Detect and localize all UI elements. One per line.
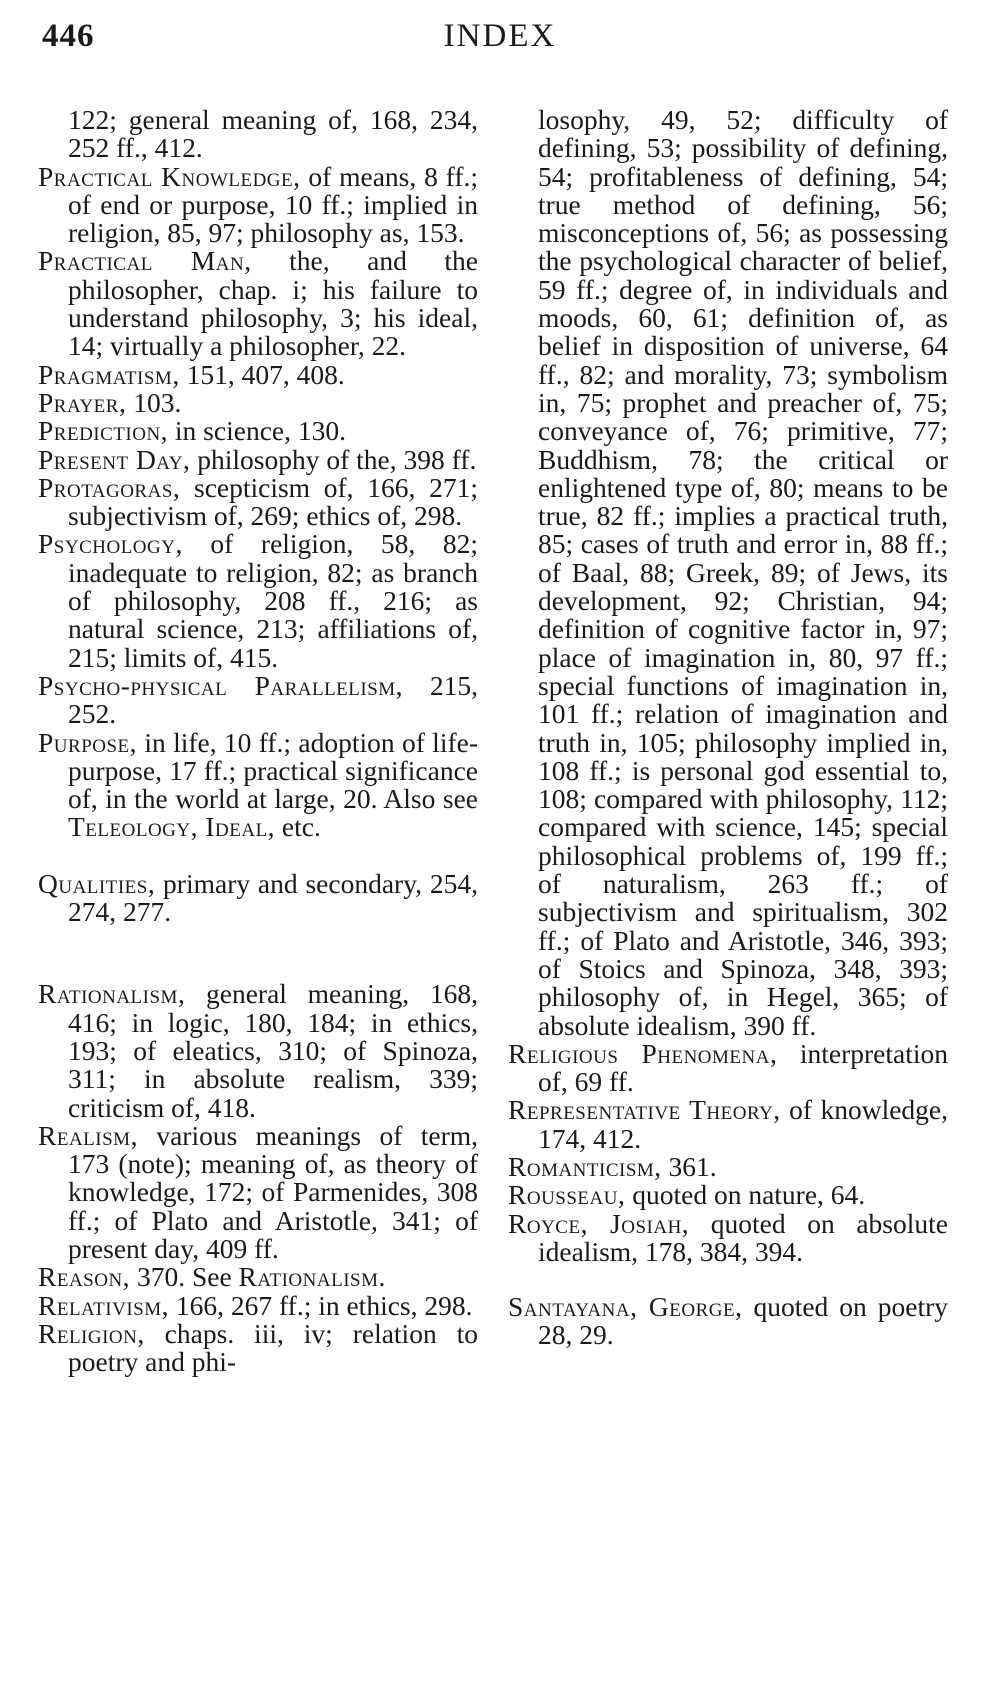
index-locators: quoted on absolute idealism, 178, 384, 394. <box>538 1207 948 1267</box>
index-entry <box>38 417 478 445</box>
index-entry <box>38 1289 478 1321</box>
index-locators: 370. See <box>130 1261 239 1293</box>
index-headword: Santayana, George, <box>508 1291 743 1323</box>
index-locators: quoted on poetry 28, 29. <box>538 1291 948 1351</box>
index-headword: Rationalism, <box>38 978 186 1010</box>
index-entry <box>38 726 478 843</box>
section-gap <box>38 842 478 870</box>
index-headword: Reason, <box>38 1261 131 1293</box>
index-headword: Pragmatism, <box>38 358 180 390</box>
index-entry <box>38 669 478 730</box>
cross-reference: Teleology, Ideal, <box>68 811 276 843</box>
running-head: INDEX <box>443 18 557 54</box>
index-entry <box>508 1293 948 1350</box>
index-locators: chaps. iii, iv; relation to poetry and phi- <box>68 1317 478 1378</box>
index-locators: scepticism of, 166, 271; subjectivism of, 269; ethics of, 298. <box>68 471 478 532</box>
index-locators: philosophy of the, 398 ff. <box>190 443 477 475</box>
index-locators: the, and the philosopher, chap. i; his failure to understand philosophy, 3; his ideal, 14; virtually a philosopher, 22. <box>68 245 478 362</box>
index-headword: Qualities, <box>38 867 156 899</box>
index-entry-continuation <box>38 106 478 163</box>
index-locators: 151, 407, 408. <box>179 358 345 390</box>
index-headword: Present Day, <box>38 443 191 475</box>
index-headword: Relativism, <box>38 1289 169 1321</box>
index-entry <box>38 386 478 418</box>
index-headword: Realism, <box>38 1119 138 1151</box>
index-entry <box>508 1207 948 1267</box>
index-locators: in life, 10 ff.; adoption of life-purpose, 17 ff.; practical significance of, in the world at large, 20. Also see <box>68 726 478 815</box>
left-column <box>38 106 478 1376</box>
index-entry <box>38 247 478 360</box>
index-entry <box>38 160 478 249</box>
index-locators: of religion, 58, 82; inadequate to religion, 82; as branch of philosophy, 208 ff., 216; as natural science, 213; affiliations of, 215; limits of, 415. <box>68 528 478 673</box>
index-locators: primary and secondary, 254, 274, 277. <box>68 867 478 928</box>
index-headword: Rousseau, <box>508 1179 626 1211</box>
cross-reference: Rationalism. <box>238 1261 386 1293</box>
index-locators: 122; general meaning of, 168, 234, 252 ff., 412. <box>68 104 478 164</box>
index-locators: interpretation of, 69 ff. <box>538 1037 948 1098</box>
index-entry <box>508 1096 948 1153</box>
index-entry <box>38 1317 478 1378</box>
index-locators: 215, 252. <box>68 669 478 730</box>
index-entry <box>508 1150 948 1182</box>
right-column <box>508 106 948 1350</box>
page-number: 446 <box>42 18 95 54</box>
index-entry <box>38 358 478 390</box>
index-entry <box>38 1263 478 1291</box>
index-locators: quoted on nature, 64. <box>625 1179 866 1211</box>
index-entry-continuation <box>508 106 948 1040</box>
index-headword: Religion, <box>38 1317 145 1349</box>
index-headword: Practical Knowledge, <box>38 160 301 192</box>
index-headword: Protagoras, <box>38 471 181 503</box>
index-entry <box>38 443 478 475</box>
index-headword: Psycho-physical Parallelism, <box>38 669 404 701</box>
index-headword: Royce, Josiah, <box>508 1207 690 1239</box>
index-headword: Purpose, <box>38 726 138 758</box>
index-entry <box>38 530 478 671</box>
index-locators: 103. <box>126 386 182 418</box>
index-headword: Religious Phenomena, <box>508 1037 778 1069</box>
index-headword: Practical Man, <box>38 245 252 277</box>
index-locators: of knowledge, 174, 412. <box>538 1094 949 1154</box>
index-headword: Prediction, <box>38 415 169 447</box>
section-gap <box>38 926 478 980</box>
index-entry <box>508 1181 948 1209</box>
index-headword: Representative Theory, <box>508 1094 781 1126</box>
index-tail: etc. <box>275 811 321 843</box>
index-entry <box>38 867 478 928</box>
index-entry <box>508 1037 948 1098</box>
index-locators: in science, 130. <box>168 415 346 447</box>
index-headword: Romanticism, <box>508 1150 662 1182</box>
index-locators: 361. <box>661 1150 717 1182</box>
index-headword: Psychology, <box>38 528 183 560</box>
index-entry <box>38 980 478 1121</box>
index-locators: losophy, 49, 52; difficulty of defining, 53; possibility of defining, 54; profitableness of defining, 54; true method of defining, 56; misconceptions of, 56; as possessing the psychological character of belief, 59 ff.; degree of, in individuals and moods, 60, 61; definition of, as belief in disposition of universe, 64 ff., 82; and morality, 73; symbolism in, 75; prophet and preacher of, 75; conveyance of, 76; primitive, 77; Buddhism, 78; the critical or enlightened type of, 80; means to be true, 82 ff.; implies a practical truth, 85; cases of truth and error in, 88 ff.; of Baal, 88; Greek, 89; of Jews, its development, 92; Christian, 94; definition of cognitive factor in, 97; place of imagination in, 80, 97 ff.; special functions of imagination in, 101 ff.; relation of imagination and truth in, 105; philosophy implied in, 108 ff.; is personal god essential to, 108; compared with philosophy, 112; compared with science, 145; special philosophical problems of, 199 ff.; of naturalism, 263 ff.; of subjectivism and spiritualism, 302 ff.; of Plato and Aristotle, 346, 393; of Stoics and Spinoza, 348, 393; philosophy of, in Hegel, 365; of absolute idealism, 390 ff. <box>538 104 948 1041</box>
index-headword: Prayer, <box>38 386 127 418</box>
index-entry <box>38 1119 478 1264</box>
index-locators: various meanings of term, 173 (note); meaning of, as theory of knowledge, 172; of Parmenides, 308 ff.; of Plato and Aristotle, 341; of present day, 409 ff. <box>68 1119 478 1264</box>
index-locators: 166, 267 ff.; in ethics, 298. <box>169 1289 473 1321</box>
index-locators: general meaning, 168, 416; in logic, 180, 184; in ethics, 193; of eleatics, 310; of Spinoza, 311; in absolute realism, 339; criticism of, 418. <box>68 978 478 1123</box>
index-locators: of means, 8 ff.; of end or purpose, 10 ff.; implied in religion, 85, 97; philosophy as, 153. <box>68 160 478 249</box>
section-gap <box>508 1266 948 1293</box>
index-entry <box>38 471 478 532</box>
